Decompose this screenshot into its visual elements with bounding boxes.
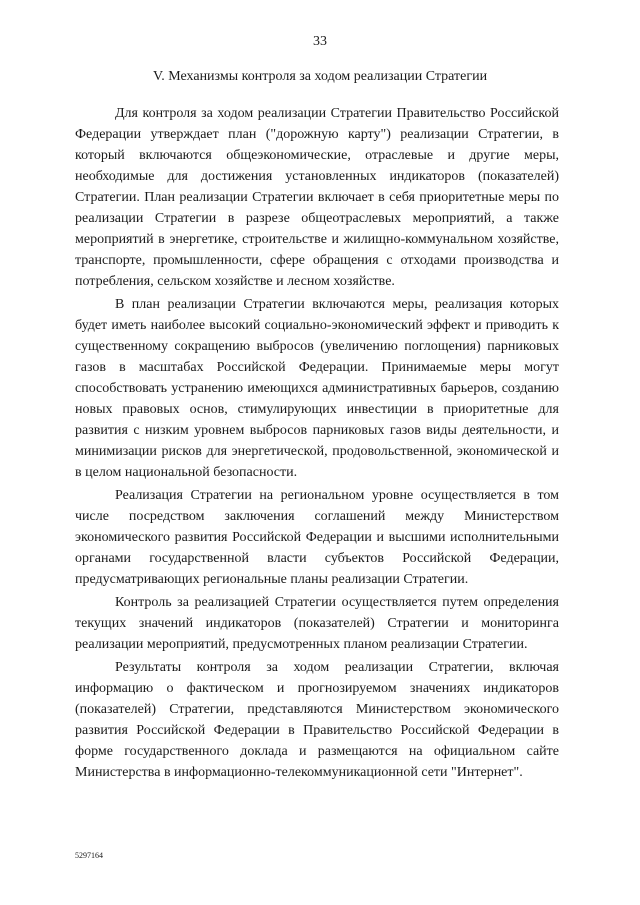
paragraph-4: Контроль за реализацией Стратегии осуществляется путем определения текущих значений индикаторов (показателей) Стратегии и мониторинга реализации мероприятий, предусмотренных планом реализации Стратегии. xyxy=(75,595,559,652)
page-number: 33 xyxy=(313,34,327,49)
section-heading: V. Механизмы контроля за ходом реализации Стратегии xyxy=(152,69,488,84)
body-text xyxy=(75,103,559,783)
document-code: 5297164 xyxy=(75,851,103,860)
paragraph-1: Для контроля за ходом реализации Стратегии Правительство Российской Федерации утверждает план ("дорожную карту") реализации Стратегии, в который включаются общеэкономические, отраслевые и другие меры, необходимые для достижения установленных индикаторов (показателей) Стратегии. План реализации Стратегии включает в себя приоритетные меры по реализации Стратегии в разрезе общеотраслевых мероприятий, а также мероприятий в энергетике, строительстве и жилищно-коммунальном хозяйстве, транспорте, промышленности, сфере обращения с отходами производства и потребления, сельском хозяйстве и лесном хозяйстве. xyxy=(75,106,559,289)
paragraph-5: Результаты контроля за ходом реализации Стратегии, включая информацию о фактическом и прогнозируемом значениях индикаторов (показателей) Стратегии, представляются Министерством экономического развития Российской Федерации в Правительство Российской Федерации в форме государственного доклада и размещаются на официальном сайте Министерства в информационно-телекоммуникационной сети "Интернет". xyxy=(75,660,559,780)
paragraph-3: Реализация Стратегии на региональном уровне осуществляется в том числе посредством заключения соглашений между Министерством экономического развития Российской Федерации и высшими исполнительными органами государственной власти субъектов Российской Федерации, предусматривающих региональные планы реализации Стратегии. xyxy=(75,488,559,587)
paragraph-2: В план реализации Стратегии включаются меры, реализация которых будет иметь наиболее высокий социально-экономический эффект и приводить к существенному сокращению выбросов (увеличению поглощения) парниковых газов в масштабах Российской Федерации. Принимаемые меры могут способствовать устранению имеющихся административных барьеров, созданию новых правовых основ, стимулирующих инвестиции в приоритетные для развития с низким уровнем выбросов парниковых газов виды деятельности, и минимизации рисков для энергетической, продовольственной, экономической и в целом национальной безопасности. xyxy=(75,297,559,480)
